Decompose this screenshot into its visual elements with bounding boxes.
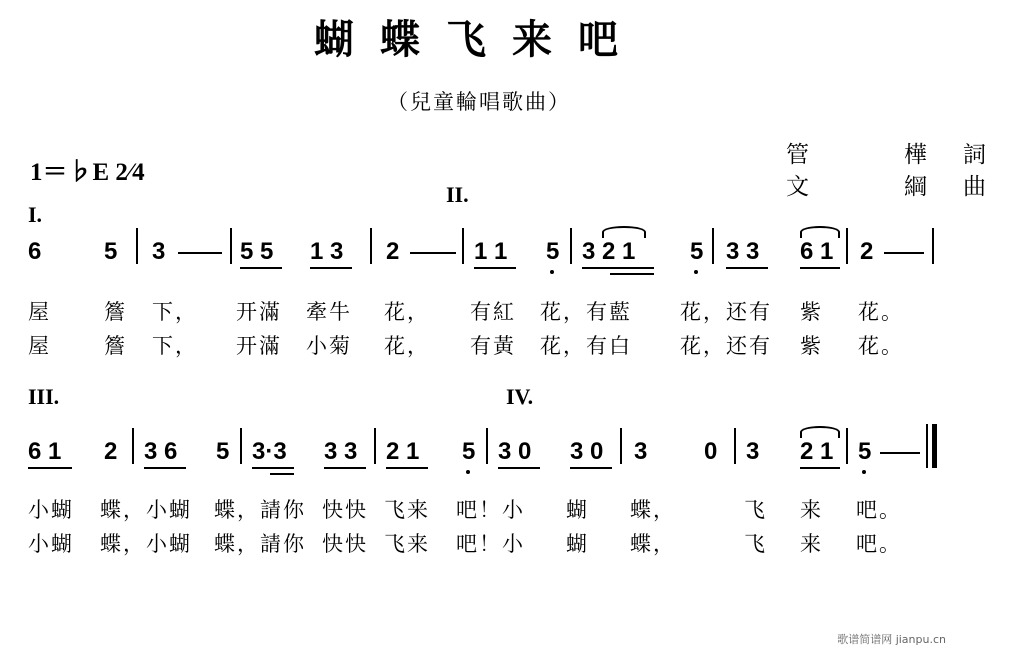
lyric-syllable: 飞: [744, 498, 767, 522]
bar-line: [570, 228, 572, 264]
beam-underline: [570, 467, 612, 469]
note: 2 1: [800, 438, 834, 465]
note: 3 3: [726, 238, 760, 265]
lyric-syllable: 下，: [152, 334, 198, 358]
beam-underline: [474, 267, 516, 269]
note: 6 1: [800, 238, 834, 265]
lyric-syllable: 吧！小: [456, 532, 525, 556]
bar-line: [240, 428, 242, 464]
beam-underline: [252, 467, 294, 469]
lyric-syllable: 下，: [152, 300, 198, 324]
note: 3 6: [144, 438, 178, 465]
note: 5: [462, 438, 476, 465]
hold-dash: [880, 452, 920, 454]
lyric-syllable: 吧！小: [456, 498, 525, 522]
hold-dash: [884, 252, 924, 254]
low-octave-dot: [694, 270, 698, 274]
note: 3 0: [570, 438, 604, 465]
site-watermark: 歌谱简谱网 jianpu.cn: [837, 633, 946, 646]
note: 3 0: [498, 438, 532, 465]
lyric-syllable: 蝶，: [630, 532, 676, 556]
beam-underline: [386, 467, 428, 469]
lyric-syllable: 开滿: [236, 334, 282, 358]
bar-line: [712, 228, 714, 264]
lyric-syllable: 蝴: [566, 532, 589, 556]
note: 5 5: [240, 238, 274, 265]
note: 0: [704, 438, 718, 465]
note: 2: [386, 238, 400, 265]
lyric-syllable: 花。: [858, 334, 904, 358]
slur: [602, 226, 646, 238]
section-mark-3: III.: [28, 384, 60, 409]
section-mark-1: I.: [28, 202, 43, 227]
beam-underline-double: [270, 473, 294, 475]
lyric-syllable: 花。: [858, 300, 904, 324]
lyric-syllable: 花，还有: [680, 334, 772, 358]
lyric-syllable: 花，: [384, 300, 430, 324]
lyric-syllable: 吧。: [856, 498, 902, 522]
lyric-syllable: 蝶，小蝴: [100, 532, 192, 556]
lyric-syllable: 花，还有: [680, 300, 772, 324]
lyric-syllable: 有黃: [470, 334, 516, 358]
bar-line: [230, 228, 232, 264]
lyricist-credit: 管 樺詞: [786, 142, 1022, 168]
note: 2: [860, 238, 874, 265]
bar-line: [370, 228, 372, 264]
beam-underline: [582, 267, 654, 269]
beam-underline: [240, 267, 282, 269]
bar-line: [846, 228, 848, 264]
lyric-syllable: 吧。: [856, 532, 902, 556]
lyric-syllable: 花，: [384, 334, 430, 358]
section-mark-2: II.: [446, 182, 469, 207]
final-bar-thick: [932, 424, 937, 468]
note: 5: [690, 238, 704, 265]
lyric-syllable: 来: [800, 498, 823, 522]
song-subtitle: （兒童輪唱歌曲）: [387, 90, 571, 114]
bar-line: [932, 228, 934, 264]
bar-line: [462, 228, 464, 264]
lyric-syllable: 开滿: [236, 300, 282, 324]
low-octave-dot: [466, 470, 470, 474]
key-signature: 1＝♭E 2⁄4: [30, 159, 145, 186]
lyric-syllable: 小蝴: [28, 498, 74, 522]
section-mark-4: IV.: [506, 384, 534, 409]
beam-underline: [726, 267, 768, 269]
note: 3·3: [252, 438, 287, 465]
note: 1 3: [310, 238, 344, 265]
beam-underline: [144, 467, 186, 469]
note: 5: [546, 238, 560, 265]
bar-line: [136, 228, 138, 264]
note: 2: [104, 438, 118, 465]
bar-line: [846, 428, 848, 464]
beam-underline: [28, 467, 72, 469]
note: 3 2 1: [582, 238, 636, 265]
hold-dash: [410, 252, 456, 254]
lyric-syllable: 蝶，請你: [214, 498, 306, 522]
lyric-syllable: 蝶，請你: [214, 532, 306, 556]
note: 3 3: [324, 438, 358, 465]
lyric-syllable: 有紅: [470, 300, 516, 324]
bar-line: [486, 428, 488, 464]
note: 3: [746, 438, 760, 465]
note: 5: [216, 438, 230, 465]
note: 6 1: [28, 438, 62, 465]
note: 3: [634, 438, 648, 465]
lyric-syllable: 屋: [28, 334, 51, 358]
lyric-syllable: 屋: [28, 300, 51, 324]
lyric-syllable: 飞: [744, 532, 767, 556]
lyric-syllable: 花，有藍: [540, 300, 632, 324]
lyric-syllable: 快快: [322, 498, 368, 522]
lyric-syllable: 蝴: [566, 498, 589, 522]
note: 1 1: [474, 238, 508, 265]
lyric-syllable: 快快: [322, 532, 368, 556]
beam-underline: [800, 467, 840, 469]
beam-underline: [800, 267, 840, 269]
beam-underline: [310, 267, 352, 269]
bar-line: [132, 428, 134, 464]
slur: [800, 426, 840, 438]
bar-line: [620, 428, 622, 464]
final-bar-thin: [926, 424, 928, 468]
lyric-syllable: 来: [800, 532, 823, 556]
low-octave-dot: [550, 270, 554, 274]
bar-line: [374, 428, 376, 464]
note: 5: [858, 438, 872, 465]
lyric-syllable: 小蝴: [28, 532, 74, 556]
song-title: 蝴蝶飞来吧: [314, 16, 644, 63]
lyric-syllable: 蝶，小蝴: [100, 498, 192, 522]
lyric-syllable: 紫: [800, 334, 823, 358]
bar-line: [734, 428, 736, 464]
beam-underline-double: [610, 273, 654, 275]
lyric-syllable: 紫: [800, 300, 823, 324]
lyric-syllable: 飞来: [384, 498, 430, 522]
lyric-syllable: 牽牛: [306, 300, 352, 324]
note: 5: [104, 238, 118, 265]
beam-underline: [324, 467, 366, 469]
composer-credit: 文 綱曲: [786, 174, 1022, 200]
low-octave-dot: [862, 470, 866, 474]
lyric-syllable: 花，有白: [540, 334, 632, 358]
note: 2 1: [386, 438, 420, 465]
slur: [800, 226, 840, 238]
beam-underline: [498, 467, 540, 469]
lyric-syllable: 飞来: [384, 532, 430, 556]
note: 3: [152, 238, 166, 265]
note: 6: [28, 238, 42, 265]
lyric-syllable: 小菊: [306, 334, 352, 358]
lyric-syllable: 蝶，: [630, 498, 676, 522]
lyric-syllable: 簷: [104, 300, 127, 324]
lyric-syllable: 簷: [104, 334, 127, 358]
hold-dash: [178, 252, 222, 254]
